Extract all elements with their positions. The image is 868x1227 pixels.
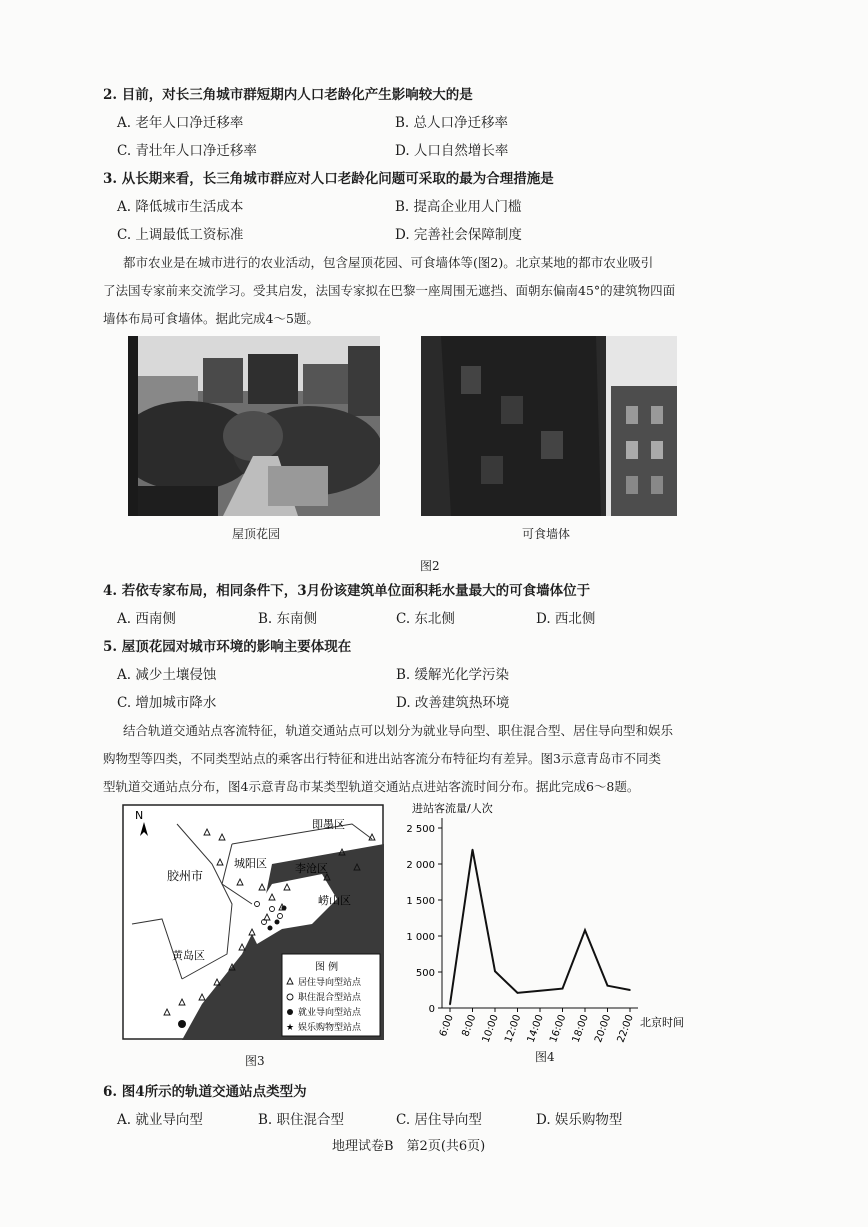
q2-option-c: C. 青壮年人口净迁移率 — [117, 143, 257, 159]
district-label: 胶州市 — [167, 869, 204, 883]
q2-option-b: B. 总人口净迁移率 — [395, 115, 509, 131]
q3-stem: 3. 从长期来看，长三角城市群应对人口老龄化问题可采取的最为合理措施是 — [103, 171, 554, 187]
fig4-chart — [400, 800, 700, 1060]
q6-stem: 6. 图4所示的轨道交通站点类型为 — [103, 1084, 307, 1100]
legend-item: 就业导向型站点 — [298, 1008, 362, 1018]
y-tick-label: 500 — [415, 968, 435, 979]
q6-option-d: D. 娱乐购物型 — [536, 1112, 623, 1128]
data-point — [629, 989, 631, 991]
q3-option-a: A. 降低城市生活成本 — [117, 199, 244, 215]
x-tick-label: 18:00 — [570, 1013, 591, 1045]
q3-option-d: D. 完善社会保障制度 — [395, 227, 522, 243]
q5-option-b: B. 缓解光化学污染 — [396, 667, 510, 683]
data-point — [562, 988, 564, 990]
q5-option-c: C. 增加城市降水 — [117, 695, 217, 711]
district-label: 李沧区 — [295, 862, 328, 875]
y-tick-label: 2 500 — [406, 824, 435, 835]
fig2-title: 图2 — [420, 559, 440, 573]
district-label: 黄岛区 — [172, 949, 205, 962]
q3-option-b: B. 提高企业用人门槛 — [395, 199, 522, 215]
x-tick-label: 20:00 — [593, 1013, 614, 1045]
x-axis-label: 北京时间 — [640, 1016, 684, 1029]
q4-stem: 4. 若依专家布局，相同条件下，3月份该建筑单位面积耗水量最大的可食墙体位于 — [103, 583, 591, 599]
y-tick-label: 1 000 — [406, 932, 435, 943]
y-axis-label: 进站客流量/人次 — [412, 802, 493, 815]
q6-option-b: B. 职住混合型 — [258, 1112, 345, 1128]
q4-option-c: C. 东北侧 — [396, 611, 455, 627]
x-tick-label: 10:00 — [480, 1013, 501, 1045]
q6-option-a: A. 就业导向型 — [117, 1112, 203, 1128]
passage-2-line: 型轨道交通站点分布，图4示意青岛市某类型轨道交通站点进站客流时间分布。据此完成6～8题。 — [103, 779, 640, 794]
data-point — [584, 929, 586, 931]
q3-option-c: C. 上调最低工资标准 — [117, 227, 244, 243]
star-icon: ★ — [286, 1023, 295, 1033]
x-tick-label: 14:00 — [525, 1013, 546, 1045]
passage-2-line: 购物型等四类，不同类型站点的乘客出行特征和进出站客流分布特征均有差异。图3示意青岛市不同类 — [103, 751, 661, 766]
fig4-title: 图4 — [535, 1050, 555, 1064]
data-point — [539, 990, 541, 992]
passage-2-line: 结合轨道交通站点客流特征，轨道交通站点可以划分为就业导向型、职住混合型、居住导向型和娱乐 — [123, 723, 674, 738]
data-point — [472, 849, 474, 851]
filled-circle-icon — [287, 1009, 293, 1015]
legend-item: 娱乐购物型站点 — [298, 1023, 362, 1033]
q5-stem: 5. 屋顶花园对城市环境的影响主要体现在 — [103, 639, 352, 655]
district-label: 崂山区 — [318, 894, 351, 907]
passage-1-line: 都市农业是在城市进行的农业活动，包含屋顶花园、可食墙体等(图2)。北京某地的都市农业吸引 — [123, 255, 654, 270]
x-tick-label: 8:00 — [460, 1013, 479, 1039]
series-line — [450, 850, 630, 1005]
q5-option-d: D. 改善建筑热环境 — [396, 695, 510, 711]
q2-stem: 2. 目前，对长三角城市群短期内人口老龄化产生影响较大的是 — [103, 87, 473, 103]
legend-title: 图 例 — [315, 962, 339, 973]
q2-option-d: D. 人口自然增长率 — [395, 143, 509, 159]
x-tick-label: 16:00 — [548, 1013, 569, 1045]
line-chart — [400, 800, 700, 1060]
legend-item: 职住混合型站点 — [298, 993, 362, 1003]
rooftop-garden-photo — [128, 336, 380, 516]
q4-option-d: D. 西北侧 — [536, 611, 596, 627]
district-label: 即墨区 — [312, 818, 345, 831]
q4-option-a: A. 西南侧 — [117, 611, 176, 627]
data-point — [449, 1004, 451, 1006]
q4-option-b: B. 东南侧 — [258, 611, 318, 627]
x-tick-label: 22:00 — [615, 1013, 636, 1045]
north-label: N — [135, 809, 144, 822]
passage-1-line: 墙体布局可食墙体。据此完成4～5题。 — [103, 311, 319, 326]
district-label: 城阳区 — [234, 857, 267, 870]
data-point — [494, 970, 496, 972]
fig2-caption-right: 可食墙体 — [522, 527, 571, 541]
fig2-caption-left: 屋顶花园 — [232, 527, 281, 541]
fig3-map — [122, 804, 384, 1040]
y-tick-label: 1 500 — [406, 896, 435, 907]
data-point — [607, 985, 609, 987]
q2-option-a: A. 老年人口净迁移率 — [117, 115, 244, 131]
y-tick-label: 2 000 — [406, 860, 435, 871]
edible-wall-photo — [421, 336, 677, 516]
y-tick-label: 0 — [428, 1004, 435, 1015]
x-tick-label: 6:00 — [437, 1013, 456, 1039]
q5-option-a: A. 减少土壤侵蚀 — [117, 667, 217, 683]
q6-option-c: C. 居住导向型 — [396, 1112, 482, 1128]
x-tick-label: 12:00 — [503, 1013, 524, 1045]
passage-1-line: 了法国专家前来交流学习。受其启发，法国专家拟在巴黎一座周围无遮挡、面朝东偏南45°的建筑物四面 — [103, 283, 676, 298]
legend-item: 居住导向型站点 — [298, 978, 362, 988]
page-footer: 地理试卷B 第2页(共6页) — [332, 1139, 486, 1154]
fig3-title: 图3 — [245, 1054, 265, 1068]
data-point — [517, 992, 519, 994]
